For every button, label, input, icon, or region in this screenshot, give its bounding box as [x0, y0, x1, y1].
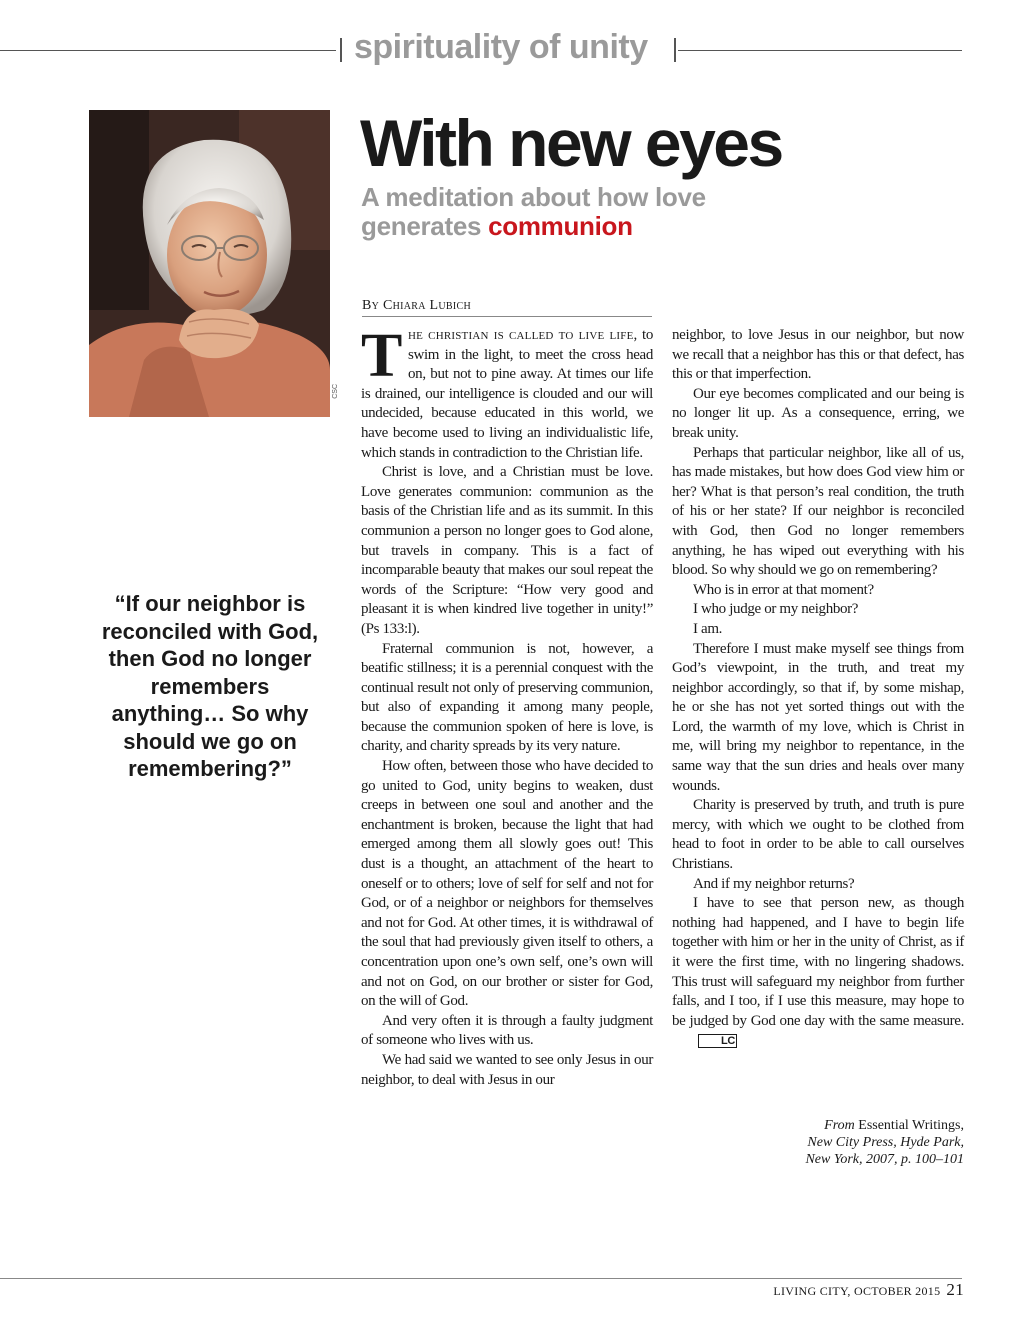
source-citation	[700, 1117, 964, 1168]
body-paragraph: Fraternal communion is not, however, a beatific stillness; it is a perennial conquest with the continual result not only of preserving communion, but also of expanding it among many people, because the communion spoken of here is love, is charity, and charity spreads by its very nature.	[361, 640, 653, 755]
subhead-main: A meditation about how love generates	[361, 182, 706, 241]
source-from: From	[824, 1118, 855, 1133]
body-paragraph: And if my neighbor returns?	[693, 875, 855, 892]
body-paragraph: Charity is preserved by truth, and truth is pure mercy, with which we ought to be clothed from head to foot in order to be able to call ourselves Christians.	[672, 797, 964, 873]
body-paragraph	[672, 894, 964, 1051]
source-title: Essential Writings,	[858, 1118, 964, 1133]
footer-rule	[0, 1278, 962, 1279]
section-rule-tick-right	[674, 38, 676, 62]
byline: By Chiara Lubich	[362, 298, 652, 317]
subhead	[361, 183, 781, 241]
body-paragraph: neighbor, to love Jesus in our neighbor, but now we recall that a neighbor has this or that defect, has this or that imperfection.	[672, 327, 964, 383]
body-paragraph	[361, 322, 653, 463]
body-paragraph: I am.	[693, 620, 723, 637]
publication-name: LIVING CITY, OCTOBER 2015	[773, 1284, 941, 1298]
author-portrait	[89, 110, 330, 417]
body-column-2	[672, 326, 964, 1051]
end-mark-logo: LC	[698, 1034, 737, 1048]
section-rule-left	[0, 50, 336, 51]
headline: With new eyes	[360, 106, 782, 180]
body-column-1	[361, 322, 653, 1090]
paragraph-text: I have to see that person new, as though nothing had happened, and I have to begin life together with him or her in the unity of Christ, as if it were the first time, with no lingering shadows. This trust will safeguard my neighbor from further falls, and I too, if I use this measure, may hope to be judged by God one day with the same measure.	[672, 895, 964, 1029]
page-number: 21	[946, 1280, 964, 1299]
body-paragraph: Who is in error at that moment?	[693, 581, 874, 598]
drop-cap: T	[361, 322, 403, 390]
body-paragraph: And very often it is through a faulty judgment of someone who lives with us.	[361, 1012, 653, 1049]
body-paragraph: Perhaps that particular neighbor, like all of us, has made mistakes, but how does God view him or her? What is that person’s real condition, the truth of his or her state? If our neighbor is reconciled with God, then God no longer remembers anything, he has wiped out everything with his blood. So why should we go on remembering?	[672, 444, 964, 579]
source-publisher: New City Press, Hyde Park,	[807, 1135, 964, 1150]
pull-quote: “If our neighbor is reconciled with God, then God no longer remembers anything… So why should we go on remembering?”	[101, 591, 319, 781]
section-rule-tick-left	[340, 38, 342, 62]
section-rule-right	[678, 50, 962, 51]
body-paragraph: Christ is love, and a Christian must be love. Love generates communion: communion as the basis of the Christian life and as its summit. In this communion a person no longer goes to God alone, but travels in company. This is a fact of incomparable beauty that makes our soul repeat the words of the Scripture: “How very good and pleasant it is when kindred live together in unity!” (Ps 133:l).	[361, 464, 653, 637]
body-paragraph: We had said we wanted to see only Jesus in our neighbor, to deal with Jesus in our	[361, 1051, 653, 1088]
section-label: spirituality of unity	[354, 28, 648, 66]
subhead-accent: communion	[488, 211, 633, 241]
folio	[773, 1280, 964, 1300]
body-paragraph: Our eye becomes complicated and our being is no longer lit up. As a consequence, erring, we break unity.	[672, 385, 964, 441]
paragraph-text: to swim in the light, to meet the cross head on, but not to pine away. At times our life is drained, our intelligence is clouded and our will undecided, because educated in this world, we have become used to living an individualistic life, which stands in contradiction to the Christian life.	[361, 327, 653, 461]
body-paragraph: Therefore I must make myself see things from God’s viewpoint, in the truth, and treat my neighbor accordingly, so that if, by some mishap, he or she has not yet sorted things out with the Lord, the warmth of my love, which is Christ in me, will bring my neighbor to repentance, in the same way that the sun dries and heals over many wounds.	[672, 640, 964, 794]
lead-in: he christian is called to live life,	[408, 327, 638, 343]
body-paragraph: How often, between those who have decided to go united to God, unity begins to weaken, dust creeps in between one soul and another and the enchantment is broken, because the light that had emerged among them all slowly goes out! This dust is a thought, an attachment of the heart to oneself or to others; love of self for self and not for God, or of a neighbor or neighbors for themselves and not for God. At other times, it is withdrawal of the soul that had previously given itself to others, a concentration upon one’s own self, one’s own will and not on God, on our brother or sister for God, on the will of God.	[361, 758, 653, 1010]
photo-credit: CSC	[332, 384, 339, 399]
source-details: New York, 2007, p. 100–101	[805, 1152, 964, 1167]
body-paragraph: I who judge or my neighbor?	[693, 601, 859, 618]
